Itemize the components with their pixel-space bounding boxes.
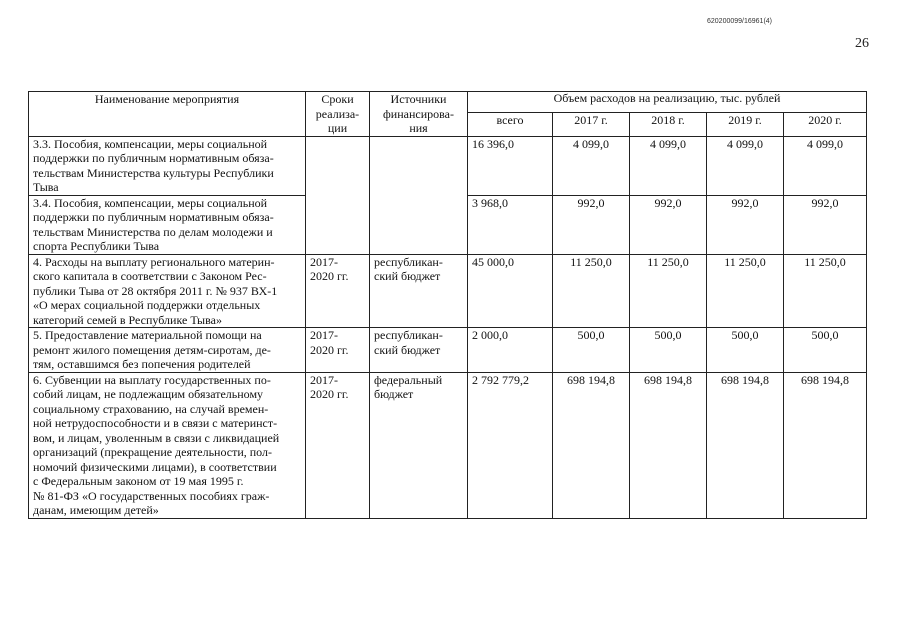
measure-name-cell (29, 136, 306, 195)
year-value-cell: 500,0 (630, 328, 707, 373)
total-cell: 16 396,0 (468, 136, 553, 195)
measure-name-cell (29, 254, 306, 328)
measure-name-cell-line: собий лицам, не подлежащим обязательному (33, 387, 264, 401)
source-cell (370, 254, 468, 328)
year-value-cell: 992,0 (553, 195, 630, 254)
measure-name-cell-line: ского капитала в соответствии с Законом Рес- (33, 269, 267, 283)
measure-name-cell-line: 6. Субвенции на выплату государственных по- (33, 372, 271, 387)
measure-name-cell-line: поддержки по публичным нормативным обяза- (33, 210, 274, 224)
year-value-cell: 698 194,8 (630, 372, 707, 518)
year-value-cell: 500,0 (784, 328, 867, 373)
source-cell-line: федеральный (374, 372, 443, 387)
terms-cell (306, 136, 370, 254)
year-value-cell: 698 194,8 (707, 372, 784, 518)
source-cell-line: ский бюджет (374, 342, 441, 357)
measure-name-cell-line: публики Тыва от 28 октября 2011 г. № 937 ВХ-1 (33, 283, 278, 298)
col-header-terms: Сроки реализа-ции (306, 92, 370, 137)
total-cell: 45 000,0 (468, 254, 553, 328)
measure-name-cell-line: «О мерах социальной поддержки отдельных (33, 298, 261, 312)
year-value-cell: 992,0 (630, 195, 707, 254)
measure-name-cell-line: ной нетрудоспособности и в связи с материнст- (33, 416, 278, 430)
measure-name-cell (29, 372, 306, 518)
source-cell-line: бюджет (374, 387, 414, 401)
measure-name-cell-line: ремонт жилого помещения детям-сиротам, де- (33, 342, 271, 357)
col-header-2020: 2020 г. (784, 113, 867, 136)
source-cell (370, 328, 468, 373)
table-row (29, 372, 867, 518)
measure-name-cell-line: тельствам Министерства культуры Республики (33, 165, 274, 180)
measure-name-cell-line: 3.3. Пособия, компенсации, меры социальной (33, 136, 268, 151)
total-cell: 2 000,0 (468, 328, 553, 373)
terms-cell (306, 372, 370, 518)
measure-name-cell-line: тям, оставшимся без попечения родителей (33, 357, 251, 371)
table-row (29, 328, 867, 373)
col-header-volume: Объем расходов на реализацию, тыс. рублей (468, 92, 867, 113)
terms-cell-line: 2020 гг. (310, 342, 349, 357)
measure-name-cell (29, 195, 306, 254)
col-header-total: всего (468, 113, 553, 136)
total-cell: 3 968,0 (468, 195, 553, 254)
year-value-cell: 11 250,0 (553, 254, 630, 328)
measure-name-cell-line: спорта Республики Тыва (33, 239, 160, 253)
measure-name-cell-line: социальному страхованию, на случай времен- (33, 401, 269, 416)
total-cell: 2 792 779,2 (468, 372, 553, 518)
year-value-cell: 500,0 (707, 328, 784, 373)
year-value-cell: 11 250,0 (630, 254, 707, 328)
year-value-cell: 4 099,0 (553, 136, 630, 195)
source-cell-line: республикан- (374, 254, 443, 269)
measure-name-cell-line: 5. Предоставление материальной помощи на (33, 328, 262, 342)
table-header-row (29, 92, 867, 113)
terms-cell-line: 2020 гг. (310, 387, 349, 401)
year-value-cell: 992,0 (707, 195, 784, 254)
source-cell (370, 136, 468, 254)
table-row (29, 136, 867, 195)
year-value-cell: 4 099,0 (630, 136, 707, 195)
source-cell-line: республикан- (374, 328, 443, 342)
terms-cell-line: 2017- (310, 254, 338, 269)
year-value-cell: 698 194,8 (553, 372, 630, 518)
measure-name-cell-line: номочий физическими лицами), в соответствии (33, 459, 277, 474)
measure-name-cell-line: 4. Расходы на выплату регионального материн- (33, 254, 275, 269)
terms-cell (306, 254, 370, 328)
col-header-source: Источники финансирова-ния (370, 92, 468, 137)
measure-name-cell-line: категорий семей в Республике Тыва» (33, 312, 222, 327)
table-row (29, 254, 867, 328)
terms-cell-line: 2017- (310, 372, 338, 387)
measure-name-cell-line: № 81-ФЗ «О государственных пособиях граж- (33, 488, 270, 503)
year-value-cell: 698 194,8 (784, 372, 867, 518)
year-value-cell: 11 250,0 (707, 254, 784, 328)
measure-name-cell-line: поддержки по публичным нормативным обяза- (33, 151, 274, 165)
terms-cell (306, 328, 370, 373)
source-cell (370, 372, 468, 518)
measure-name-cell-line: вом, и лицам, уволенным в связи с ликвидацией (33, 430, 280, 445)
measure-name-cell-line: 3.4. Пособия, компенсации, меры социальной (33, 195, 268, 210)
terms-cell-line: 2017- (310, 328, 338, 342)
page-number: 26 (855, 36, 869, 51)
col-header-2017: 2017 г. (553, 113, 630, 136)
measure-name-cell-line: тельствам Министерства по делам молодежи и (33, 224, 273, 239)
source-cell-line: ский бюджет (374, 269, 441, 283)
year-value-cell: 992,0 (784, 195, 867, 254)
col-header-2018: 2018 г. (630, 113, 707, 136)
measure-name-cell (29, 328, 306, 373)
year-value-cell: 4 099,0 (784, 136, 867, 195)
measure-name-cell-line: данам, имеющим детей» (33, 503, 159, 517)
measure-name-cell-line: с Федеральным законом от 19 мая 1995 г. (33, 474, 244, 488)
terms-cell-line: 2020 гг. (310, 269, 349, 283)
col-header-name: Наименование мероприятия (29, 92, 306, 137)
year-value-cell: 4 099,0 (707, 136, 784, 195)
expenses-table (28, 91, 867, 519)
year-value-cell: 11 250,0 (784, 254, 867, 328)
year-value-cell: 500,0 (553, 328, 630, 373)
measure-name-cell-line: Тыва (33, 180, 59, 194)
document-code: 620200099/16961(4) (707, 18, 773, 25)
col-header-2019: 2019 г. (707, 113, 784, 136)
measure-name-cell-line: организаций (прекращение деятельности, пол- (33, 445, 273, 459)
